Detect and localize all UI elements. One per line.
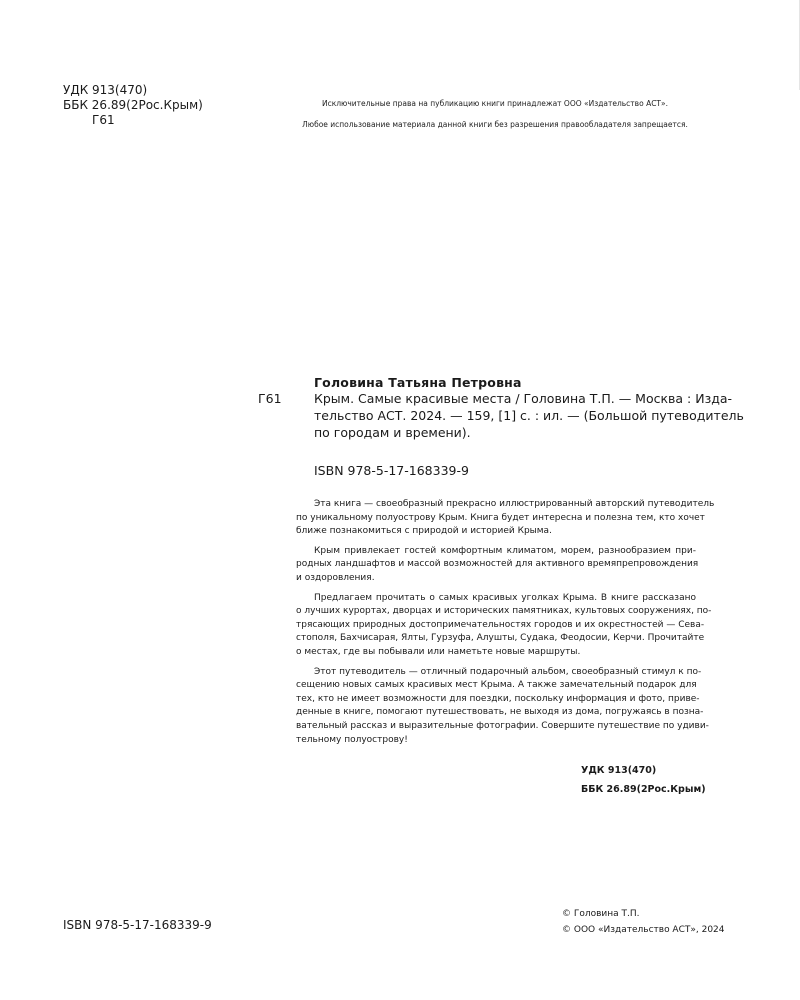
annotation-paragraph [296,498,715,539]
author-mark: Г61 [92,113,115,127]
bbk-code-bottom: ББК 26.89(2Рос.Крым) [581,784,706,795]
isbn-bib: ISBN 978-5-17-168339-9 [314,463,469,478]
annotation-line: Этот путеводитель — отличный подарочный альбом, своеобразный стимул к по- [314,666,702,677]
bibliographic-description [314,390,744,441]
rights-notice-line2: Любое использование материала данной книги без разрешения правообладателя запрещается. [302,120,688,129]
udk-code-bottom: УДК 913(470) [581,765,657,776]
annotation-line: Эта книга — своеобразный прекрасно иллюстрированный авторский путеводитель [314,499,715,509]
annotation-paragraph [296,592,712,660]
annotation-line: Крым привлекает гостей комфортным климатом, морем, разнообразием при- [314,545,696,556]
annotation-line: и оздоровления. [296,572,375,583]
annotation-line: трясающих природных достопримечательностях городов и их окрестностей — Сева- [296,619,705,630]
bib-line: по городам и времени). [314,425,471,440]
annotation-line: Предлагаем прочитать о самых красивых уголках Крыма. В книге рассказано [314,592,696,603]
annotation-line: денные в книге, помогают путешествовать, не выходя из дома, погружаясь в позна- [296,707,704,718]
annotation-line: тех, кто не имеет возможности для поездки, поскольку информация и фото, приве- [296,693,700,704]
top-classification [63,83,203,128]
annotation [296,498,715,753]
udk-code: УДК 913(470) [63,83,148,97]
author-name: Головина Татьяна Петровна [314,375,522,390]
bib-line: тельство АСТ. 2024. — 159, [1] с. : ил. — (Большой путеводитель [314,408,744,423]
annotation-line: сещению новых самых красивых мест Крыма. А также замечательный подарок для [296,680,697,691]
copyrights [562,906,725,938]
annotation-paragraph [296,666,709,748]
annotation-line: родных ландшафтов и массой возможностей для активного времяпрепровождения [296,559,699,570]
annotation-line: ближе познакомиться с природой и историей Крыма. [296,526,552,537]
bottom-classification [581,761,706,799]
annotation-line: о местах, где вы побывали или наметьте новые маршруты. [296,646,581,657]
annotation-line: по уникальному полуострову Крым. Книга будет интересна и полезна тем, кто хочет [296,512,705,523]
annotation-line: стополя, Бахчисарая, Ялты, Гурзуфа, Алушты, Судака, Феодосии, Керчи. Прочитайте [296,633,705,644]
rights-notice-line1: Исключительные права на публикацию книги принадлежат ООО «Издательство АСТ». [322,99,668,108]
annotation-line: вательный рассказ и выразительные фотографии. Совершите путешествие по удиви- [296,720,709,731]
annotation-line: тельному полуострову! [296,734,408,745]
copyright-publisher: © ООО «Издательство АСТ», 2024 [562,925,725,935]
author-mark-bib: Г61 [258,391,282,406]
bib-line: Крым. Самые красивые места / Головина Т.П. — Москва : Изда- [314,391,733,406]
copyright-author: © Головина Т.П. [562,909,640,919]
isbn-bottom: ISBN 978-5-17-168339-9 [63,918,212,932]
bbk-code: ББК 26.89(2Рос.Крым) [63,98,203,112]
annotation-line: о лучших курортах, дворцах и исторических памятниках, культовых сооружениях, по- [296,606,712,617]
annotation-paragraph [296,545,699,586]
